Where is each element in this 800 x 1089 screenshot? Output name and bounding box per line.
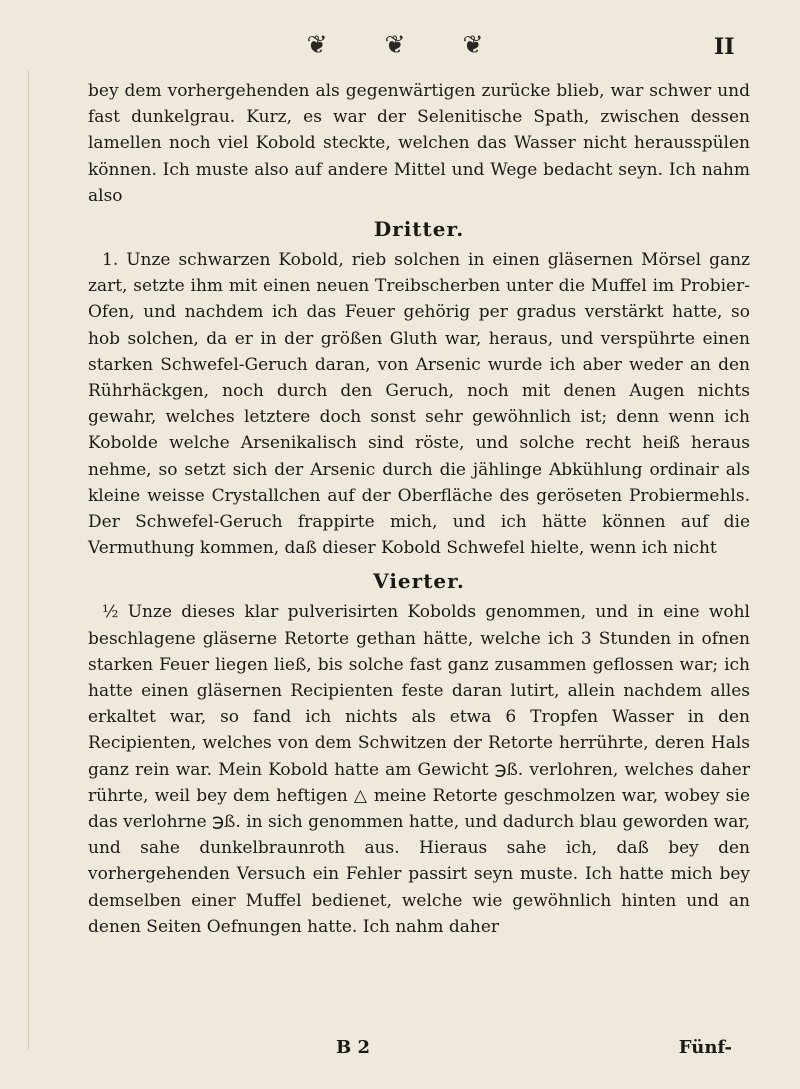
page-edge-line: [28, 70, 29, 1050]
printer-ornament-icon: ❦: [384, 30, 406, 59]
printer-ornament-icon: ❦: [306, 30, 328, 59]
page-number: II: [714, 34, 735, 60]
catchword: Fünf-: [678, 1037, 732, 1058]
section-heading: Dritter.: [373, 217, 465, 242]
paragraph: ½ Unze dieses klar pulverisirten Kobolds genommen, und in eine wohl beschlagene gläserne Retorte gethan hätte, welche ich 3 Stunden in ofnen starken Feuer liegen ließ, bis solche fast ganz zusammen geflossen war; ich hatte einen gläsernen Recipienten feste daran lutirt, allein nachdem alles erkaltet war, so fand ich nichts als etwa 6 Tropfen Wasser in den Recipienten, welches von dem Schwitzen der Retorte herrührte, deren Hals ganz rein war. Mein Kobold hatte am Gewicht ℈ß. verlohren, welches daher rührte, weil bey dem heftigen △ meine Retorte geschmolzen war, wobey sie das verlohrne ℈ß. in sich genommen hatte, und dadurch blau geworden war, und sahe dunkelbraunroth aus. Hieraus sahe ich, daß bey den vorhergehenden Versuch ein Fehler passirt seyn muste. Ich hatte mich bey demselben einer Muffel bedienet, welche wie gewöhnlich hinten und an denen Seiten Oefnungen hatte. Ich nahm daher: [88, 602, 750, 937]
page-footer: [88, 1037, 750, 1067]
body-text: [88, 78, 750, 940]
paragraph: bey dem vorhergehenden als gegenwärtigen zurücke blieb, war schwer und fast dunkelgrau. Kurz, es war der Selenitische Spath, zwischen dessen lamellen noch viel Kobold steckte, welchen das Wasser nicht herausspülen können. Ich muste also auf andere Mittel und Wege bedacht seyn. Ich nahm also: [88, 81, 750, 206]
printer-ornament-icon: ❦: [462, 30, 484, 59]
paragraph: 1. Unze schwarzen Kobold, rieb solchen in einen gläsernen Mörsel ganz zart, setzte ihm mit einen neuen Treibscherben unter die Muffel im Probier-Ofen, und nachdem ich das Feuer gehörig per gradus verstärkt hatte, so hob solchen, da er in der größen Gluth war, heraus, und verspührte einen starken Schwefel-Geruch daran, von Arsenic wurde ich aber weder an den Rührhäckgen, noch durch den Geruch, noch mit denen Augen nichts gewahr, welches letztere doch sonst sehr gewöhnlich ist; denn wenn ich Kobolde welche Arsenikalisch sind röste, und solche recht heiß heraus nehme, so setzt sich der Arsenic durch die jählinge Abkühlung ordinair als kleine weisse Crystallchen auf der Oberfläche des geröseten Probiermehls. Der Schwefel-Geruch frappirte mich, und ich hätte können auf die Vermuthung kommen, daß dieser Kobold Schwefel hielte, wenn ich nicht: [88, 250, 750, 559]
header-ornaments: [300, 30, 490, 60]
section-heading: Vierter.: [373, 569, 465, 594]
signature-mark: B 2: [336, 1037, 371, 1058]
